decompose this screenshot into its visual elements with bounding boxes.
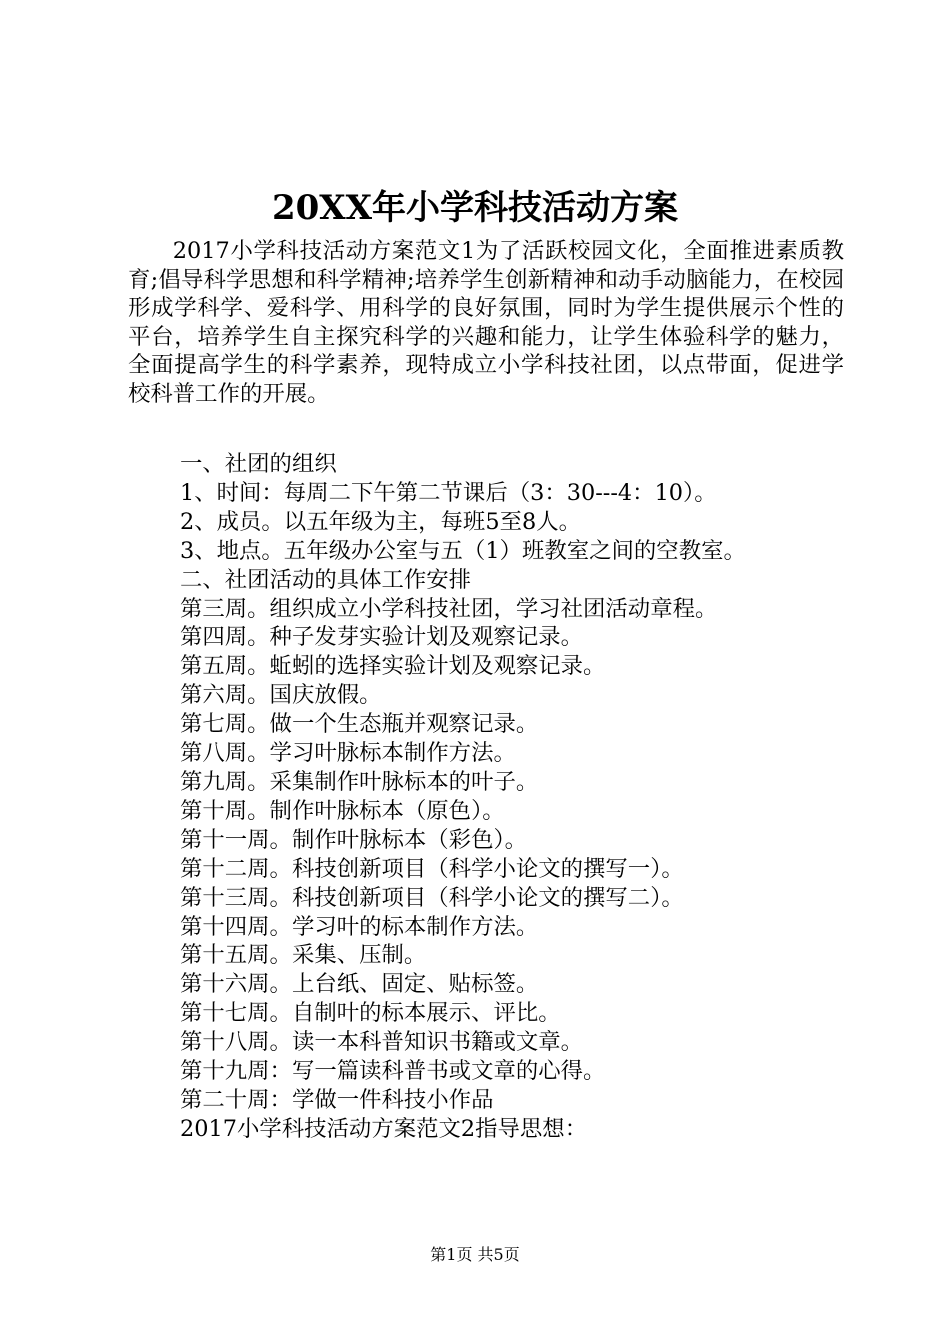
list-item: 3、地点。五年级办公室与五（1）班教室之间的空教室。 — [180, 537, 746, 564]
list-item: 第四周。种子发芽实验计划及观察记录。 — [180, 624, 584, 651]
list-item: 第十六周。上台纸、固定、贴标签。 — [180, 971, 539, 998]
list-item: 第十二周。科技创新项目（科学小论文的撰写一）。 — [180, 855, 684, 882]
list-item: 第十一周。制作叶脉标本（彩色）。 — [180, 826, 528, 853]
list-item: 第七周。做一个生态瓶并观察记录。 — [180, 711, 539, 738]
page-title: 20XX年小学科技活动方案 — [271, 188, 679, 228]
list-item: 第九周。采集制作叶脉标本的叶子。 — [180, 768, 539, 795]
list-item: 第十九周：写一篇读科普书或文章的心得。 — [180, 1058, 606, 1085]
list-item: 1、时间：每周二下午第二节课后（3：30---4：10）。 — [180, 479, 717, 506]
section-heading-organization: 一、社团的组织 — [180, 451, 337, 477]
list-item: 第二十周：学做一件科技小作品 — [180, 1086, 494, 1113]
list-item: 第六周。国庆放假。 — [180, 682, 382, 709]
intro-paragraph: 2017小学科技活动方案范文1为了活跃校园文化，全面推进素质教育;倡导科学思想和科学精神;培养学生创新精神和动手动脑能力，在校园形成学科学、爱科学、用科学的良好氛围，同时为学生提供展示个性的平台，培养学生自主探究科学的兴趣和能力，让学生体验科学的魅力，全面提高学生的科学素养，现特成立小学科技社团，以点带面，促进学校科普工作的开展。 — [128, 238, 844, 407]
list-item: 第五周。蚯蚓的选择实验计划及观察记录。 — [180, 653, 606, 680]
list-item: 第十五周。采集、压制。 — [180, 942, 427, 969]
list-item: 第十七周。自制叶的标本展示、评比。 — [180, 1000, 561, 1027]
list-item: 第八周。学习叶脉标本制作方法。 — [180, 740, 516, 767]
content-list — [180, 450, 860, 1144]
list-item: 第十八周。读一本科普知识书籍或文章。 — [180, 1029, 584, 1056]
page-footer: 第1页 共5页 — [430, 1245, 520, 1264]
section-heading-plan-2: 2017小学科技活动方案范文2指导思想： — [180, 1115, 588, 1142]
list-item: 第十三周。科技创新项目（科学小论文的撰写二）。 — [180, 884, 684, 911]
section-heading-schedule: 二、社团活动的具体工作安排 — [180, 566, 472, 593]
list-item: 第十四周。学习叶的标本制作方法。 — [180, 913, 539, 940]
list-item: 2、成员。以五年级为主，每班5至8人。 — [180, 508, 581, 535]
list-item: 第十周。制作叶脉标本（原色）。 — [180, 797, 505, 824]
list-item: 第三周。组织成立小学科技社团，学习社团活动章程。 — [180, 595, 718, 622]
